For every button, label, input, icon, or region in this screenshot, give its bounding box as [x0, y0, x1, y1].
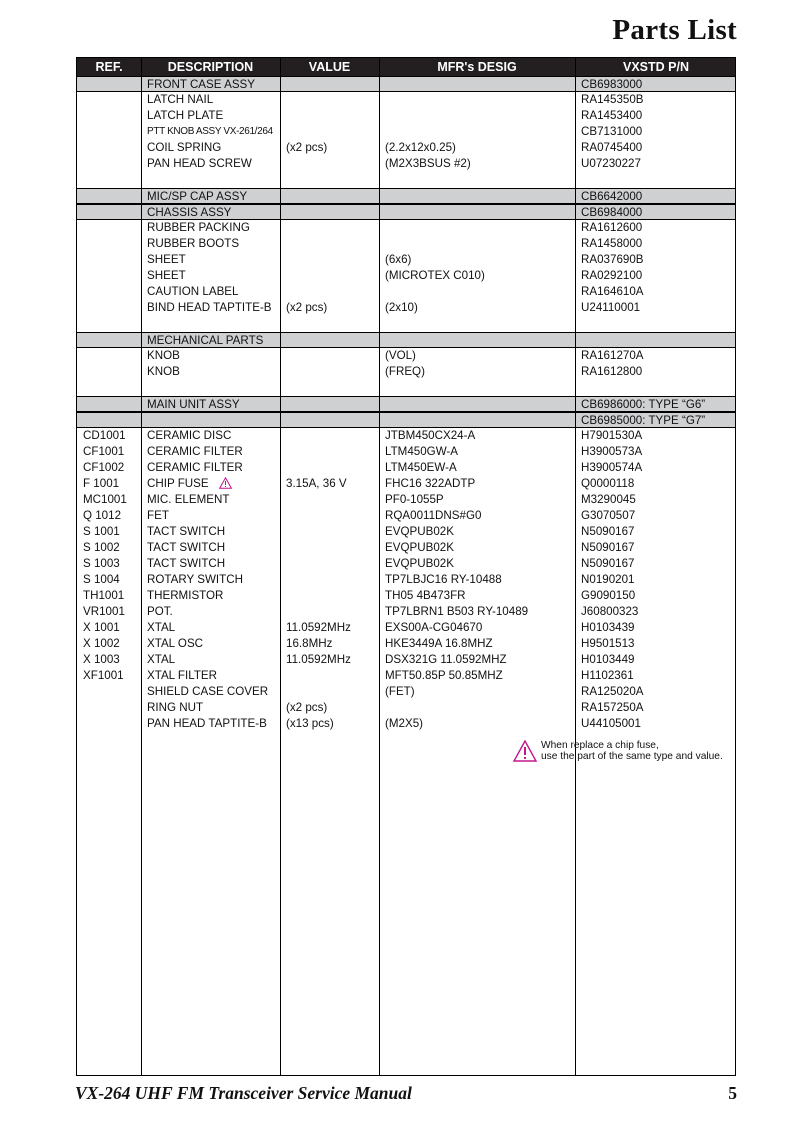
header-ref: REF. [95, 60, 123, 74]
cell-pn: CB6986000: TYPE “G6” [581, 398, 706, 411]
table-row [77, 284, 735, 300]
cell-value: 3.15A, 36 V [286, 477, 347, 490]
cell-value: 16.8MHz [286, 637, 333, 650]
cell-ref: CD1001 [83, 429, 126, 442]
cell-pn: CB6985000: TYPE “G7” [581, 414, 706, 427]
table-row [77, 572, 735, 588]
cell-ref: CF1001 [83, 445, 125, 458]
cell-mfr: (2.2x12x0.25) [385, 141, 456, 154]
cell-desc: XTAL OSC [147, 637, 204, 650]
table-row [77, 444, 735, 460]
cell-ref: TH1001 [83, 589, 125, 602]
cell-desc: CHIP FUSE [147, 477, 209, 490]
cell-desc: LATCH NAIL [147, 93, 214, 106]
cell-desc: CERAMIC DISC [147, 429, 232, 442]
cell-desc: CAUTION LABEL [147, 285, 239, 298]
section-row [77, 76, 735, 92]
cell-desc: FRONT CASE ASSY [147, 78, 256, 91]
cell-pn: RA145350B [581, 93, 644, 106]
cell-desc: TACT SWITCH [147, 541, 226, 554]
cell-desc: MIC/SP CAP ASSY [147, 190, 248, 203]
cell-pn: N0190201 [581, 573, 635, 586]
cell-pn: H9501513 [581, 637, 635, 650]
table-row [77, 380, 735, 396]
cell-pn: RA1458000 [581, 237, 643, 250]
table-row [77, 476, 735, 492]
table-row [77, 588, 735, 604]
table-header [77, 58, 735, 76]
table-row [77, 108, 735, 124]
cell-mfr: JTBM450CX24-A [385, 429, 476, 442]
cell-pn: CB7131000 [581, 125, 643, 138]
section-row [77, 188, 735, 204]
table-row [77, 124, 735, 140]
table-row [77, 620, 735, 636]
cell-desc: XTAL [147, 621, 176, 634]
section-row [77, 204, 735, 220]
cell-desc: KNOB [147, 349, 180, 362]
header-value: VALUE [308, 60, 351, 74]
cell-ref: VR1001 [83, 605, 125, 618]
cell-desc: SHEET [147, 269, 186, 282]
cell-ref: MC1001 [83, 493, 127, 506]
cell-desc: CHASSIS ASSY [147, 206, 232, 219]
cell-pn: RA0292100 [581, 269, 643, 282]
cell-pn: J60800323 [581, 605, 639, 618]
cell-pn: M3290045 [581, 493, 636, 506]
cell-pn: G3070507 [581, 509, 636, 522]
parts-table [76, 57, 736, 1076]
table-row [77, 700, 735, 716]
cell-desc: TACT SWITCH [147, 557, 226, 570]
warning-triangle-icon [219, 477, 232, 489]
cell-value: (x2 pcs) [286, 141, 328, 154]
cell-pn: RA161270A [581, 349, 644, 362]
cell-pn: RA125020A [581, 685, 644, 698]
cell-pn: H0103439 [581, 621, 635, 634]
column-divider [141, 58, 142, 1075]
table-row [77, 252, 735, 268]
cell-ref: X 1001 [83, 621, 120, 634]
column-divider [280, 58, 281, 1075]
cell-ref: X 1003 [83, 653, 120, 666]
table-row [77, 300, 735, 316]
cell-ref: S 1003 [83, 557, 120, 570]
table-row [77, 236, 735, 252]
note-line-1: When replace a chip fuse, [541, 740, 659, 751]
cell-mfr: TP7LBRN1 B503 RY-10489 [385, 605, 529, 618]
cell-desc: BIND HEAD TAPTITE-B [147, 301, 272, 314]
cell-pn: G9090150 [581, 589, 636, 602]
cell-value: 11.0592MHz [286, 653, 351, 666]
cell-pn: H0103449 [581, 653, 635, 666]
cell-pn: N5090167 [581, 541, 635, 554]
cell-mfr: (2x10) [385, 301, 418, 314]
table-row [77, 668, 735, 684]
cell-desc: COIL SPRING [147, 141, 222, 154]
cell-pn: CB6983000 [581, 78, 643, 91]
cell-mfr: (M2X5) [385, 717, 424, 730]
cell-value: 11.0592MHz [286, 621, 351, 634]
cell-mfr: PF0-1055P [385, 493, 444, 506]
section-row [77, 412, 735, 428]
cell-mfr: (6x6) [385, 253, 412, 266]
cell-desc: SHEET [147, 253, 186, 266]
table-row [77, 636, 735, 652]
cell-pn: Q0000118 [581, 477, 635, 490]
cell-desc: THERMISTOR [147, 589, 224, 602]
cell-desc: PAN HEAD SCREW [147, 157, 252, 170]
cell-pn: RA1612800 [581, 365, 643, 378]
cell-desc: SHIELD CASE COVER [147, 685, 269, 698]
cell-value: (x13 pcs) [286, 717, 334, 730]
note-line-2: use the part of the same type and value. [541, 751, 723, 762]
table-row [77, 604, 735, 620]
cell-pn: H1102361 [581, 669, 634, 682]
header-description: DESCRIPTION [167, 60, 254, 74]
cell-pn: RA1612600 [581, 221, 643, 234]
cell-pn: RA0745400 [581, 141, 643, 154]
table-row [77, 172, 735, 188]
cell-pn: H3900574A [581, 461, 643, 474]
section-row [77, 396, 735, 412]
table-row [77, 460, 735, 476]
cell-pn: U07230227 [581, 157, 641, 170]
cell-ref: S 1001 [83, 525, 120, 538]
table-row [77, 524, 735, 540]
fuse-warning-note [513, 740, 743, 767]
column-divider [379, 58, 380, 1075]
cell-desc: RUBBER PACKING [147, 221, 250, 234]
table-row [77, 684, 735, 700]
cell-pn: U24110001 [581, 301, 641, 314]
cell-ref: XF1001 [83, 669, 124, 682]
table-row [77, 348, 735, 364]
cell-value: (x2 pcs) [286, 701, 328, 714]
cell-mfr: TH05 4B473FR [385, 589, 466, 602]
cell-mfr: (M2X3BSUS #2) [385, 157, 471, 170]
cell-mfr: DSX321G 11.0592MHZ [385, 653, 507, 666]
cell-pn: H3900573A [581, 445, 643, 458]
cell-pn: N5090167 [581, 525, 635, 538]
cell-pn: RA037690B [581, 253, 644, 266]
cell-mfr: TP7LBJC16 RY-10488 [385, 573, 502, 586]
cell-mfr: EXS00A-CG04670 [385, 621, 483, 634]
cell-pn: H7901530A [581, 429, 643, 442]
section-row [77, 332, 735, 348]
cell-mfr: (MICROTEX C010) [385, 269, 485, 282]
cell-ref: F 1001 [83, 477, 120, 490]
cell-pn: RA157250A [581, 701, 644, 714]
table-row [77, 716, 735, 732]
cell-mfr: (VOL) [385, 349, 416, 362]
cell-pn: RA1453400 [581, 109, 643, 122]
warning-triangle-icon [513, 740, 537, 762]
cell-mfr: HKE3449A 16.8MHZ [385, 637, 493, 650]
cell-mfr: LTM450GW-A [385, 445, 459, 458]
note-text [541, 740, 723, 762]
table-row [77, 316, 735, 332]
cell-desc: KNOB [147, 365, 180, 378]
page-title: Parts List [612, 14, 737, 46]
column-divider [575, 58, 576, 1075]
cell-mfr: (FET) [385, 685, 415, 698]
cell-ref: Q 1012 [83, 509, 122, 522]
table-row [77, 140, 735, 156]
cell-mfr: RQA0011DNS#G0 [385, 509, 482, 522]
cell-pn: N5090167 [581, 557, 635, 570]
cell-mfr: MFT50.85P 50.85MHZ [385, 669, 503, 682]
header-vxstd-pn: VXSTD P/N [623, 60, 689, 74]
cell-desc: CERAMIC FILTER [147, 461, 243, 474]
table-row [77, 364, 735, 380]
cell-mfr: EVQPUB02K [385, 557, 454, 570]
table-row [77, 652, 735, 668]
cell-desc: FET [147, 509, 169, 522]
cell-desc: CERAMIC FILTER [147, 445, 243, 458]
cell-desc: PTT KNOB ASSY VX-261/264 [147, 126, 273, 137]
cell-ref: S 1004 [83, 573, 120, 586]
cell-desc: PAN HEAD TAPTITE-B [147, 717, 267, 730]
manual-title: VX-264 UHF FM Transceiver Service Manual [75, 1083, 412, 1103]
cell-desc: LATCH PLATE [147, 109, 224, 122]
cell-ref: X 1002 [83, 637, 120, 650]
cell-pn: U44105001 [581, 717, 641, 730]
cell-pn: RA164610A [581, 285, 644, 298]
table-row [77, 92, 735, 108]
cell-desc: MAIN UNIT ASSY [147, 398, 240, 411]
table-row [77, 556, 735, 572]
table-row [77, 428, 735, 444]
table-row [77, 508, 735, 524]
cell-desc: XTAL FILTER [147, 669, 218, 682]
cell-ref: CF1002 [83, 461, 125, 474]
header-mfr-desig: MFR's DESIG [437, 60, 517, 74]
cell-mfr: (FREQ) [385, 365, 425, 378]
cell-mfr: EVQPUB02K [385, 541, 454, 554]
table-row [77, 540, 735, 556]
page-number: 5 [728, 1083, 737, 1103]
cell-value: (x2 pcs) [286, 301, 328, 314]
cell-ref: S 1002 [83, 541, 120, 554]
cell-mfr: LTM450EW-A [385, 461, 457, 474]
cell-mfr: FHC16 322ADTP [385, 477, 476, 490]
cell-desc: POT. [147, 605, 173, 618]
table-row [77, 492, 735, 508]
cell-pn: CB6642000 [581, 190, 643, 203]
cell-pn: CB6984000 [581, 206, 643, 219]
table-row [77, 268, 735, 284]
cell-desc: ROTARY SWITCH [147, 573, 243, 586]
cell-desc: RUBBER BOOTS [147, 237, 240, 250]
cell-desc: MECHANICAL PARTS [147, 334, 264, 347]
cell-desc: RING NUT [147, 701, 204, 714]
table-row [77, 220, 735, 236]
table-row [77, 156, 735, 172]
cell-mfr: EVQPUB02K [385, 525, 454, 538]
cell-desc: MIC. ELEMENT [147, 493, 230, 506]
cell-desc: TACT SWITCH [147, 525, 226, 538]
cell-desc: XTAL [147, 653, 176, 666]
